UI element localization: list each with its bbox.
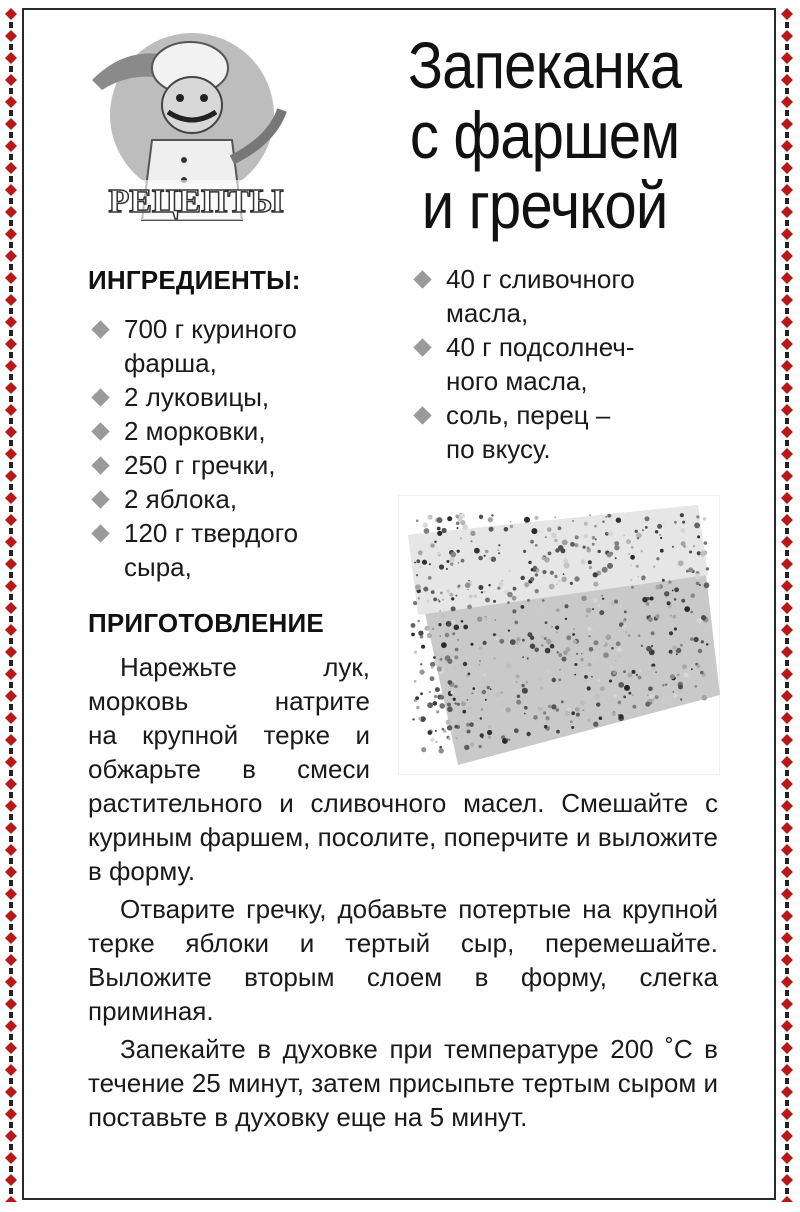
diamond-bullet-icon bbox=[91, 388, 109, 406]
text-line: на крупной терке и bbox=[88, 720, 370, 750]
casserole-photo bbox=[398, 495, 720, 775]
ingredients-list-col2 bbox=[412, 262, 732, 466]
diamond-bullet-icon bbox=[91, 422, 109, 440]
text-line: Нарежьте лук, bbox=[120, 652, 370, 682]
list-item: 120 г твердого сыра, bbox=[90, 516, 390, 584]
title-line: и гречкой bbox=[421, 168, 668, 242]
diamond-bullet-icon bbox=[91, 524, 109, 542]
list-item: 700 г куриного фарша, bbox=[90, 312, 390, 380]
preparation-paragraph-1-continued: растительного и сливочного масел. Смешайте с куриным фаршем, посолите, поперчите и выложите в форму. bbox=[88, 788, 718, 886]
list-item: 2 морковки, bbox=[90, 414, 390, 448]
preparation-narrow-text bbox=[88, 650, 370, 786]
preparation-heading: ПРИГОТОВЛЕНИЕ bbox=[88, 608, 324, 638]
logo-label: РЕЦЕПТЫ bbox=[108, 183, 284, 220]
list-item: соль, перец – по вкусу. bbox=[412, 398, 732, 466]
ornament-border-left bbox=[4, 8, 18, 1202]
title-line: Запеканка bbox=[407, 28, 682, 102]
ornament-border-right bbox=[780, 8, 794, 1202]
ingredients-heading: ИНГРЕДИЕНТЫ: bbox=[88, 265, 301, 295]
title-line: с фаршем bbox=[409, 98, 680, 172]
diamond-bullet-icon bbox=[91, 490, 109, 508]
diamond-bullet-icon bbox=[91, 456, 109, 474]
recipe-title bbox=[395, 30, 694, 240]
text-line: обжарьте в смеси bbox=[88, 754, 370, 784]
list-item: 250 г гречки, bbox=[90, 448, 390, 482]
diamond-bullet-icon bbox=[413, 406, 431, 424]
diamond-bullet-icon bbox=[413, 270, 431, 288]
list-item: 40 г подсолнеч- ного масла, bbox=[412, 330, 732, 398]
preparation-paragraph-3: Запекайте в духовке при температуре 200 ˚С в течение 25 минут, затем присыпьте тертым сыром и поставьте в духовку еще на 5 минут. bbox=[88, 1034, 718, 1132]
list-item: 40 г сливочного масла, bbox=[412, 262, 732, 330]
list-item: 2 луковицы, bbox=[90, 380, 390, 414]
ingredients-list-col1 bbox=[90, 312, 390, 584]
chef-logo bbox=[72, 20, 312, 230]
diamond-bullet-icon bbox=[91, 320, 109, 338]
preparation-paragraph-2: Отварите гречку, добавьте потертые на крупной терке яблоки и тертый сыр, перемешайте. Выложите вторым слоем в форму, слегка приминая. bbox=[88, 894, 718, 1026]
diamond-bullet-icon bbox=[413, 338, 431, 356]
text-line: морковь натрите bbox=[88, 686, 370, 716]
list-item: 2 яблока, bbox=[90, 482, 390, 516]
